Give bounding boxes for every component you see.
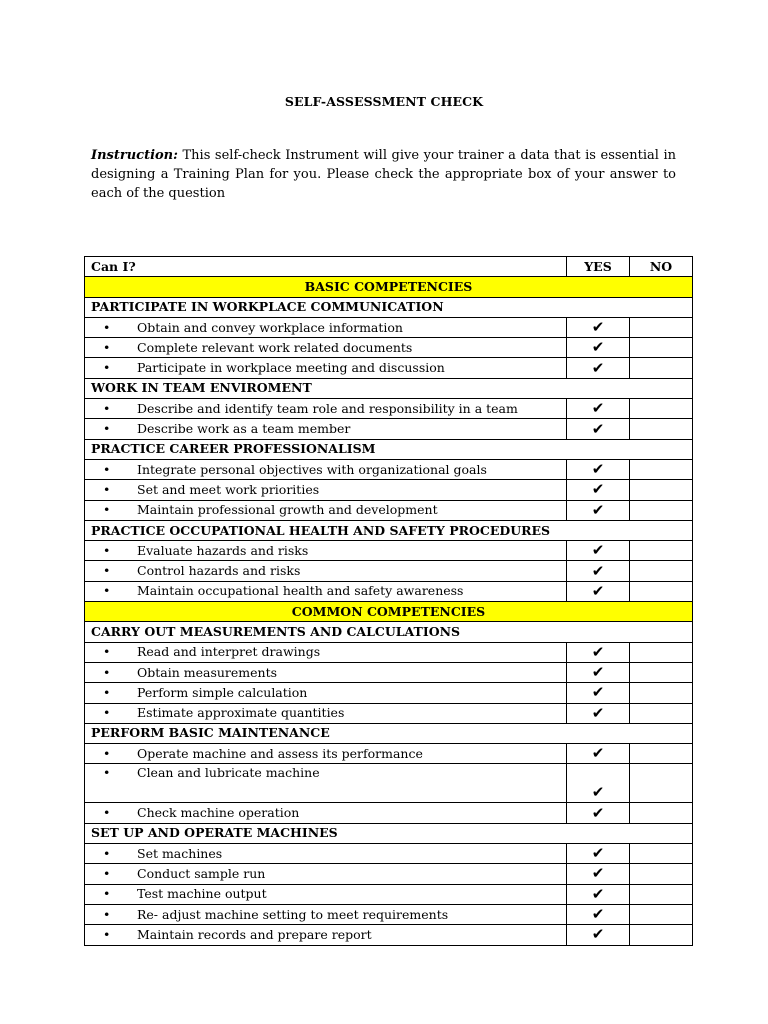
table-row (85, 419, 693, 439)
checkmark-icon: ✔ (591, 663, 605, 682)
checkmark-icon: ✔ (591, 581, 605, 600)
bullet-icon: • (103, 684, 111, 700)
bullet-icon: • (103, 886, 111, 902)
no-cell[interactable] (630, 419, 693, 439)
question-text: Participate in workplace meeting and discussion (137, 360, 445, 376)
page-title: SELF-ASSESSMENT CHECK (284, 94, 484, 109)
question-text: Evaluate hazards and risks (137, 542, 309, 558)
question-cell (85, 317, 567, 337)
question-text: Re- adjust machine setting to meet requirements (137, 906, 449, 922)
bullet-icon: • (103, 421, 111, 437)
instruction-paragraph (91, 146, 676, 203)
question-text: Clean and lubricate machine (137, 765, 320, 781)
table-row (85, 884, 693, 904)
yes-cell[interactable] (567, 419, 630, 439)
question-cell (85, 358, 567, 378)
table-row (85, 683, 693, 703)
question-cell (85, 399, 567, 419)
question-cell (85, 703, 567, 723)
checkmark-icon: ✔ (591, 783, 605, 802)
question-cell (85, 500, 567, 520)
yes-cell[interactable] (567, 581, 630, 601)
question-text: Conduct sample run (137, 865, 266, 881)
no-cell[interactable] (630, 925, 693, 945)
bullet-icon: • (103, 339, 111, 355)
bullet-icon: • (103, 502, 111, 518)
table-row (85, 662, 693, 682)
competency-heading-row (85, 520, 693, 540)
question-cell (85, 803, 567, 823)
yes-cell[interactable] (567, 683, 630, 703)
question-text: Maintain occupational health and safety awareness (137, 583, 464, 599)
yes-cell[interactable] (567, 642, 630, 662)
no-cell[interactable] (630, 884, 693, 904)
question-cell (85, 904, 567, 924)
table-row (85, 561, 693, 581)
bullet-icon: • (103, 319, 111, 335)
question-text: Set machines (137, 845, 223, 861)
yes-cell[interactable] (567, 561, 630, 581)
question-text: Obtain measurements (137, 664, 278, 680)
bullet-icon: • (103, 805, 111, 821)
no-cell[interactable] (630, 642, 693, 662)
question-cell (85, 864, 567, 884)
yes-cell[interactable] (567, 541, 630, 561)
question-text: Control hazards and risks (137, 563, 301, 579)
table-body (85, 257, 693, 946)
no-cell[interactable] (630, 561, 693, 581)
no-cell[interactable] (630, 764, 693, 803)
bullet-icon: • (103, 705, 111, 721)
table-row (85, 500, 693, 520)
checkmark-icon: ✔ (591, 642, 605, 661)
question-cell (85, 581, 567, 601)
no-cell[interactable] (630, 338, 693, 358)
question-cell (85, 338, 567, 358)
table-header-row (85, 257, 693, 277)
bullet-icon: • (103, 481, 111, 497)
no-cell[interactable] (630, 904, 693, 924)
question-text: Maintain professional growth and development (137, 502, 438, 518)
question-cell (85, 642, 567, 662)
no-cell[interactable] (630, 399, 693, 419)
table-row (85, 399, 693, 419)
competency-heading: PRACTICE CAREER PROFESSIONALISM (85, 439, 693, 459)
header-question: Can I? (85, 257, 567, 277)
bullet-icon: • (103, 360, 111, 376)
checkmark-icon: ✔ (591, 803, 605, 822)
question-cell (85, 764, 567, 803)
checkmark-icon: ✔ (591, 460, 605, 479)
question-text: Obtain and convey workplace information (137, 319, 403, 335)
yes-cell[interactable] (567, 317, 630, 337)
no-cell[interactable] (630, 358, 693, 378)
question-text: Estimate approximate quantities (137, 705, 345, 721)
question-cell (85, 541, 567, 561)
competency-heading: WORK IN TEAM ENVIROMENT (85, 378, 693, 398)
question-text: Integrate personal objectives with organizational goals (137, 461, 487, 477)
no-cell[interactable] (630, 581, 693, 601)
question-cell (85, 683, 567, 703)
question-text: Test machine output (137, 886, 267, 902)
yes-cell[interactable] (567, 399, 630, 419)
checkmark-icon: ✔ (591, 338, 605, 357)
checkmark-icon: ✔ (591, 703, 605, 722)
header-yes: YES (567, 257, 630, 277)
competency-heading-row (85, 823, 693, 843)
no-cell[interactable] (630, 803, 693, 823)
checkmark-icon: ✔ (591, 864, 605, 883)
bullet-icon: • (103, 542, 111, 558)
table-row (85, 338, 693, 358)
competency-heading-row (85, 723, 693, 743)
yes-cell[interactable] (567, 803, 630, 823)
question-text: Perform simple calculation (137, 684, 308, 700)
question-cell (85, 925, 567, 945)
question-cell (85, 844, 567, 864)
checkmark-icon: ✔ (591, 541, 605, 560)
table-row (85, 581, 693, 601)
question-text: Check machine operation (137, 805, 300, 821)
section-label: BASIC COMPETENCIES (85, 277, 693, 297)
question-cell (85, 884, 567, 904)
question-text: Complete relevant work related documents (137, 339, 413, 355)
yes-cell[interactable] (567, 480, 630, 500)
yes-cell[interactable] (567, 764, 630, 803)
yes-cell[interactable] (567, 338, 630, 358)
yes-cell[interactable] (567, 864, 630, 884)
competency-heading-row (85, 439, 693, 459)
checkmark-icon: ✔ (591, 844, 605, 863)
no-cell[interactable] (630, 744, 693, 764)
table-row (85, 317, 693, 337)
question-text: Set and meet work priorities (137, 481, 320, 497)
checkmark-icon: ✔ (591, 419, 605, 438)
table-row (85, 803, 693, 823)
checkmark-icon: ✔ (591, 399, 605, 418)
table-row (85, 642, 693, 662)
yes-cell[interactable] (567, 925, 630, 945)
header-no: NO (630, 257, 693, 277)
checkmark-icon: ✔ (591, 318, 605, 337)
table-row (85, 541, 693, 561)
no-cell[interactable] (630, 662, 693, 682)
competency-heading: PERFORM BASIC MAINTENANCE (85, 723, 693, 743)
no-cell[interactable] (630, 703, 693, 723)
yes-cell[interactable] (567, 884, 630, 904)
competency-heading: SET UP AND OPERATE MACHINES (85, 823, 693, 843)
table-row (85, 764, 693, 803)
self-assessment-table (84, 256, 693, 946)
checkmark-icon: ✔ (591, 683, 605, 702)
question-text: Read and interpret drawings (137, 644, 321, 660)
yes-cell[interactable] (567, 662, 630, 682)
no-cell[interactable] (630, 480, 693, 500)
bullet-icon: • (103, 644, 111, 660)
bullet-icon: • (103, 461, 111, 477)
question-cell (85, 459, 567, 479)
checkmark-icon: ✔ (591, 480, 605, 499)
no-cell[interactable] (630, 844, 693, 864)
no-cell[interactable] (630, 500, 693, 520)
bullet-icon: • (103, 865, 111, 881)
checkmark-icon: ✔ (591, 744, 605, 763)
checkmark-icon: ✔ (591, 884, 605, 903)
question-cell (85, 480, 567, 500)
bullet-icon: • (103, 583, 111, 599)
instruction-text: This self-check Instrument will give your trainer a data that is essential in designing a Training Plan for you. Please check the appropriate box of your answer to each of the question (91, 148, 676, 201)
checkmark-icon: ✔ (591, 905, 605, 924)
yes-cell[interactable] (567, 744, 630, 764)
checkmark-icon: ✔ (591, 358, 605, 377)
yes-cell[interactable] (567, 844, 630, 864)
question-text: Describe work as a team member (137, 421, 351, 437)
table-row (85, 864, 693, 884)
yes-cell[interactable] (567, 459, 630, 479)
no-cell[interactable] (630, 541, 693, 561)
table-row (85, 744, 693, 764)
question-cell (85, 419, 567, 439)
table-row (85, 480, 693, 500)
competency-heading-row (85, 622, 693, 642)
bullet-icon: • (103, 926, 111, 942)
table-row (85, 358, 693, 378)
yes-cell[interactable] (567, 358, 630, 378)
yes-cell[interactable] (567, 904, 630, 924)
table-row (85, 925, 693, 945)
competency-heading: PARTICIPATE IN WORKPLACE COMMUNICATION (85, 297, 693, 317)
question-text: Operate machine and assess its performance (137, 745, 423, 761)
bullet-icon: • (103, 745, 111, 761)
checkmark-icon: ✔ (591, 561, 605, 580)
bullet-icon: • (103, 400, 111, 416)
question-text: Maintain records and prepare report (137, 926, 372, 942)
bullet-icon: • (103, 563, 111, 579)
bullet-icon: • (103, 845, 111, 861)
table-row (85, 703, 693, 723)
yes-cell[interactable] (567, 500, 630, 520)
competency-heading: PRACTICE OCCUPATIONAL HEALTH AND SAFETY PROCEDURES (85, 520, 693, 540)
bullet-icon: • (103, 906, 111, 922)
table-row (85, 844, 693, 864)
section-row (85, 277, 693, 297)
question-cell (85, 744, 567, 764)
competency-heading-row (85, 378, 693, 398)
no-cell[interactable] (630, 683, 693, 703)
checkmark-icon: ✔ (591, 500, 605, 519)
bullet-icon: • (103, 664, 111, 680)
no-cell[interactable] (630, 317, 693, 337)
competency-heading-row (85, 297, 693, 317)
table-row (85, 459, 693, 479)
section-row (85, 602, 693, 622)
yes-cell[interactable] (567, 703, 630, 723)
no-cell[interactable] (630, 864, 693, 884)
bullet-icon: • (103, 765, 111, 781)
question-text: Describe and identify team role and responsibility in a team (137, 400, 518, 416)
competency-heading: CARRY OUT MEASUREMENTS AND CALCULATIONS (85, 622, 693, 642)
table-row (85, 904, 693, 924)
checkmark-icon: ✔ (591, 925, 605, 944)
question-cell (85, 561, 567, 581)
no-cell[interactable] (630, 459, 693, 479)
instruction-lead: Instruction: (91, 148, 178, 163)
question-cell (85, 662, 567, 682)
section-label: COMMON COMPETENCIES (85, 602, 693, 622)
